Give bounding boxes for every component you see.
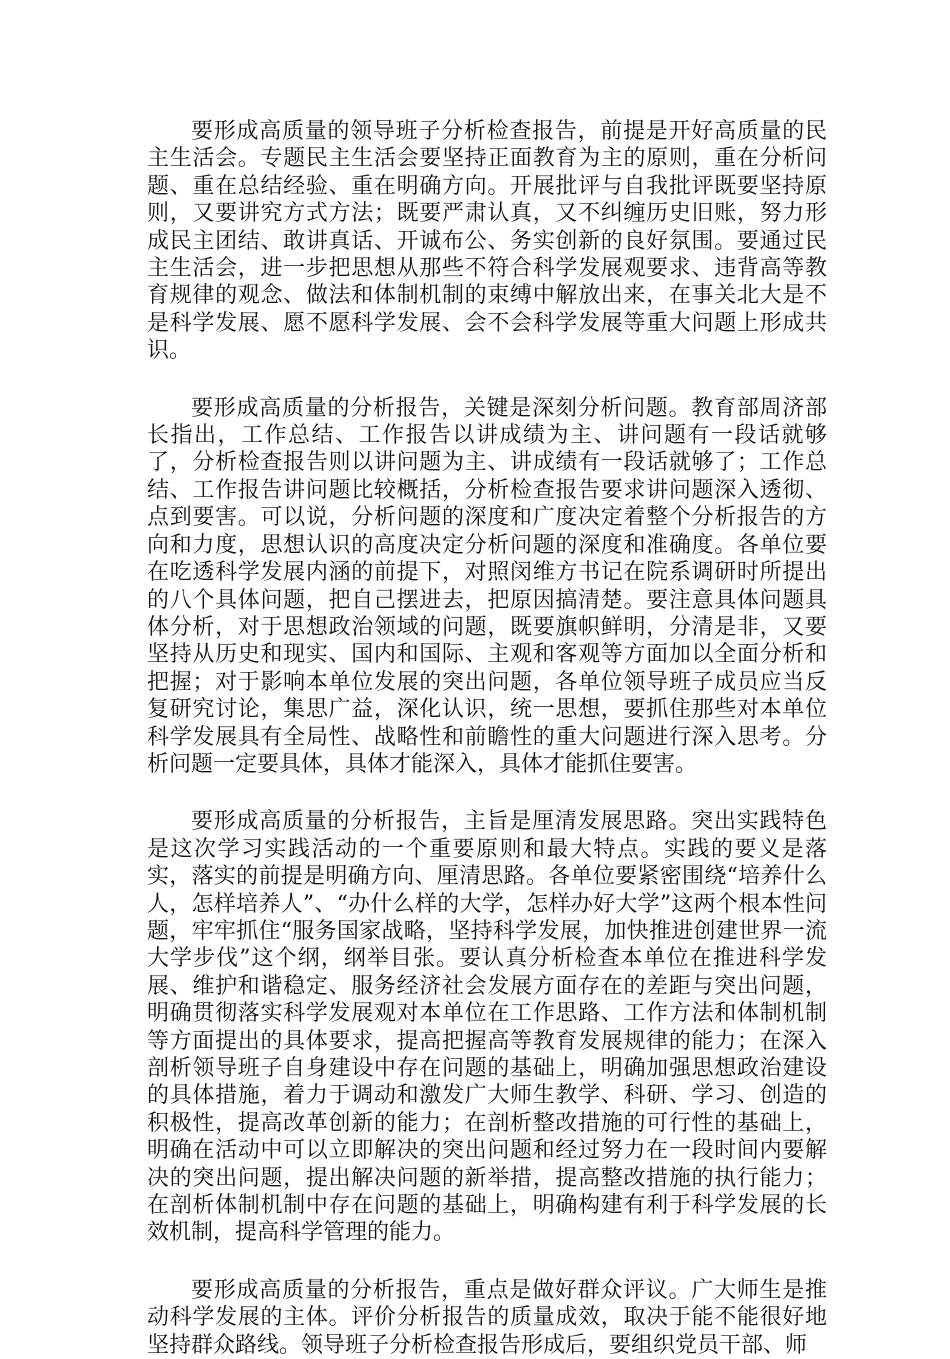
paragraph-2: 要形成高质量的分析报告，关键是深刻分析问题。教育部周济部长指出，工作总结、工作报告以讲成绩为主、讲问题有一段话就够了，分析检查报告则以讲问题为主、讲成绩有一段话就够了；工作总结、工作报告讲问题比较概括，分析检查报告要求讲问题深入透彻、点到要害。可以说，分析问题的深度和广度决定着整个分析报告的方向和力度，思想认识的高度决定分析问题的深度和准确度。各单位要在吃透科学发展内涵的前提下，对照闵维方书记在院系调研时所提出的八个具体问题，把自己摆进去，把原因搞清楚。要注意具体问题具体分析，对于思想政治领域的问题，既要旗帜鲜明，分清是非，又要坚持从历史和现实、国内和国际、主观和客观等方面加以全面分析和把握；对于影响本单位发展的突出问题，各单位领导班子成员应当反复研究讨论，集思广益，深化认识，统一思想，要抓住那些对本单位科学发展具有全局性、战略性和前瞻性的重大问题进行深入思考。分析问题一定要具体，具体才能深入，具体才能抓住要害。 [147, 395, 827, 777]
paragraph-4: 要形成高质量的分析报告，重点是做好群众评议。广大师生是推动科学发展的主体。评价分析报告的质量成效，取决于能不能很好地坚持群众路线。领导班子分析检查报告形成后，要组织党员干部、师 [147, 1277, 827, 1358]
paragraph-1: 要形成高质量的领导班子分析检查报告，前提是开好高质量的民主生活会。专题民主生活会要坚持正面教育为主的原则，重在分析问题、重在总结经验、重在明确方向。开展批评与自我批评既要坚持原则，又要讲究方式方法；既要严肃认真，又不纠缠历史旧账，努力形成民主团结、敢讲真话、开诚布公、务实创新的良好氛围。要通过民主生活会，进一步把思想从那些不符合科学发展观要求、违背高等教育规律的观念、做法和体制机制的束缚中解放出来，在事关北大是不是科学发展、愿不愿科学发展、会不会科学发展等重大问题上形成共识。 [147, 119, 827, 364]
document-body [147, 118, 827, 1359]
paragraph-3: 要形成高质量的分析报告，主旨是厘清发展思路。突出实践特色是这次学习实践活动的一个重要原则和最大特点。实践的要义是落实，落实的前提是明确方向、厘清思路。各单位要紧密围绕“培养什么人，怎样培养人”、“办什么样的大学，怎样办好大学”这两个根本性问题，牢牢抓住“服务国家战略，坚持科学发展，加快推进创建世界一流大学步伐”这个纲，纲举目张。要认真分析检查本单位在推进科学发展、维护和谐稳定、服务经济社会发展方面存在的差距与突出问题，明确贯彻落实科学发展观对本单位在工作思路、工作方法和体制机制等方面提出的具体要求，提高把握高等教育发展规律的能力；在深入剖析领导班子自身建设中存在问题的基础上，明确加强思想政治建设的具体措施，着力于调动和激发广大师生教学、科研、学习、创造的积极性，提高改革创新的能力；在剖析整改措施的可行性的基础上，明确在活动中可以立即解决的突出问题和经过努力在一段时间内要解决的突出问题，提出解决问题的新举措，提高整改措施的执行能力；在剖析体制机制中存在问题的基础上，明确构建有利于科学发展的长效机制，提高科学管理的能力。 [147, 809, 827, 1246]
